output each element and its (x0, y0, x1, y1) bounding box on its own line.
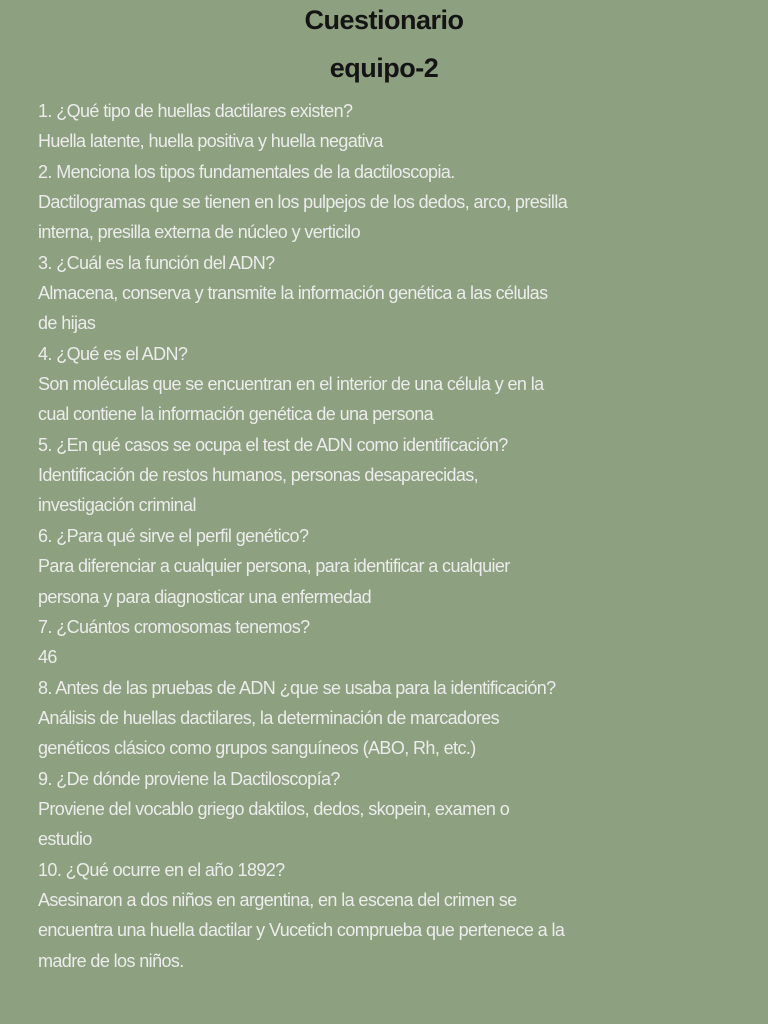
answer-4-line-1: Son moléculas que se encuentran en el interior de una célula y en la (38, 374, 544, 395)
answer-6-line-2: persona y para diagnosticar una enfermedad (38, 586, 372, 607)
questionnaire-body (38, 96, 598, 976)
question-6: 6. ¿Para qué sirve el perfil genético? (38, 525, 309, 546)
question-10: 10. ¿Qué ocurre en el año 1892? (38, 859, 285, 880)
answer-9-line-2: estudio (38, 829, 92, 850)
question-5: 5. ¿En qué casos se ocupa el test de ADN como identificación? (38, 434, 508, 455)
answer-1: Huella latente, huella positiva y huella negativa (38, 131, 383, 152)
question-7: 7. ¿Cuántos cromosomas tenemos? (38, 616, 310, 637)
answer-3-line-2: de hijas (38, 313, 96, 334)
answer-8-line-2: genéticos clásico como grupos sanguíneos (ABO, Rh, etc.) (38, 738, 476, 759)
answer-5-line-2: investigación criminal (38, 495, 196, 516)
question-9: 9. ¿De dónde proviene la Dactiloscopía? (38, 768, 340, 789)
answer-10-line-3: madre de los niños. (38, 950, 184, 971)
answer-8-line-1: Análisis de huellas dactilares, la determinación de marcadores (38, 707, 500, 728)
answer-9-line-1: Proviene del vocablo griego daktilos, dedos, skopein, examen o (38, 798, 510, 819)
answer-2-line-2: interna, presilla externa de núcleo y verticilo (38, 222, 360, 243)
title-block (0, 0, 768, 92)
answer-10-line-2: encuentra una huella dactilar y Vucetich comprueba que pertenece a la (38, 920, 565, 941)
title-line-1: Cuestionario (304, 5, 464, 35)
question-3: 3. ¿Cuál es la función del ADN? (38, 252, 275, 273)
question-1: 1. ¿Qué tipo de huellas dactilares existen? (38, 101, 353, 121)
answer-7: 46 (38, 647, 57, 668)
answer-10-line-1: Asesinaron a dos niños en argentina, en la escena del crimen se (38, 889, 517, 910)
title-line-2: equipo-2 (329, 53, 439, 83)
question-8: 8. Antes de las pruebas de ADN ¿que se usaba para la identificación? (38, 677, 556, 698)
answer-4-line-2: cual contiene la información genética de una persona (38, 404, 434, 425)
question-2: 2. Menciona los tipos fundamentales de la dactiloscopia. (38, 161, 455, 182)
question-4: 4. ¿Qué es el ADN? (38, 343, 188, 364)
answer-5-line-1: Identificación de restos humanos, personas desaparecidas, (38, 465, 479, 486)
answer-3-line-1: Almacena, conserva y transmite la información genética a las células (38, 283, 548, 304)
answer-2-line-1: Dactilogramas que se tienen en los pulpejos de los dedos, arco, presilla (38, 192, 568, 213)
answer-6-line-1: Para diferenciar a cualquier persona, para identificar a cualquier (38, 556, 510, 577)
